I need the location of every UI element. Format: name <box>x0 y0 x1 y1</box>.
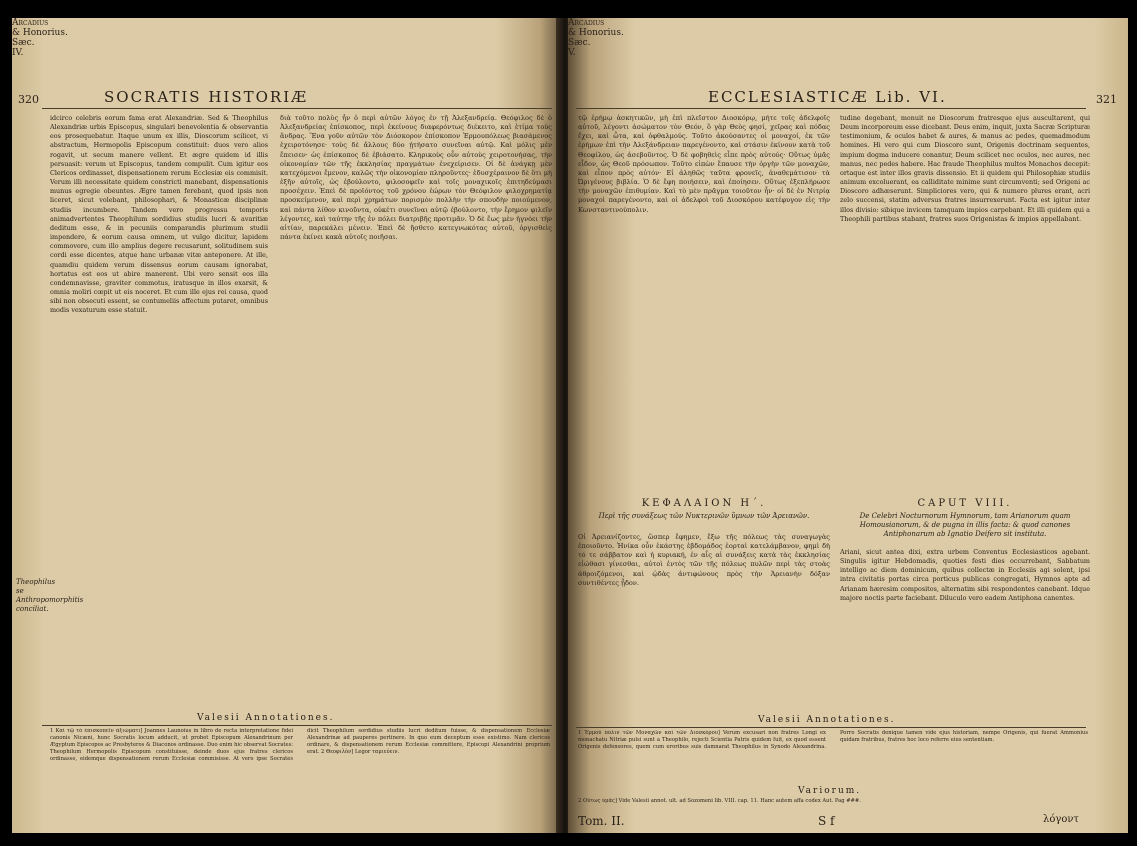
latin-chapter-body: Ariani, sicut antea dixi, extra urbem Conventus Ecclesiasticos agebant. Singulis igitur Hebdomadis, quoties festi dies occurrebant, Sabbatum intelligo ac diem dominicum, quibus collectæ in Ecclesiis agi solent, ipsi intra civitatis portas circa porticus publicas congregati, Hymnos apte ad Arianam hæresim compositos, alternatim sibi respondentes canebant. Idque majore noctis parte faciebant. Diluculo vero eadem Antiphona canentes. <box>840 548 1090 602</box>
variorum-title: Variorum. <box>798 786 862 796</box>
catchword: λόγοντ <box>1043 814 1079 825</box>
right-notes-title: Valesii Annotationes. <box>758 715 896 725</box>
right-running-left: Arcadius <box>568 18 605 28</box>
right-greek-column: τῷ ἐρήμῳ ἀσκητικῶν, μὴ ἐπὶ πλεῖστον Διοσκόρῳ, μήτε τοῖς ἀδελφοῖς αὐτοῦ, λέγοντι ἀσώματον τὸν Θεόν, ὃ γὰρ Θεὸς φησί, χεῖρας καὶ πόδας ἔχει, καὶ ὦτα, καὶ ὀφθαλμούς. Τοῦτο ἀκούσαντες οἱ μοναχοί, ἐκ τῶν ἐρήμων ἐπὶ τὴν Ἀλεξάνδρειαν παρεγένοντο, καὶ στάσιν ἐκίνουν κατὰ τοῦ Θεοφίλου, ὡς ἀσεβοῦντος. Ὁ δὲ φοβηθεὶς εἶπε πρὸς αὐτούς· Οὕτως ὑμᾶς εἶδον, ὡς Θεοῦ πρόσωπον. Τοῦτο εἰπὼν ἔπαυσε τὴν ὀργὴν τῶν μοναχῶν, καὶ εἶπον πρὸς αὐτόν· Εἰ ἀληθῶς ταῦτα φρονεῖς, ἀναθεμάτισον τὰ Ὠριγένους βιβλία. Ὁ δὲ ἔφη ποιήσειν, καὶ ἐποίησεν. Οὕτως ἐξεπλήρωσε τὴν μοναχῶν ἐπιθυμίαν. Καὶ τὸ μὲν πρᾶγμα τοιοῦτον ἦν· οἱ δὲ ἐν Νιτρίᾳ μοναχοὶ παρεγένοντο, καὶ οἱ ἀδελφοὶ τοῦ Διοσκόρου κατέφυγον εἰς τὴν Κωνσταντινούπολιν. <box>578 114 830 214</box>
right-header-rule <box>576 108 1086 109</box>
right-running-left-2: & Honorius. <box>568 28 624 38</box>
left-running-right-2: & Honorius. <box>12 28 68 38</box>
left-side-note-2: IV. <box>12 48 24 58</box>
left-margin-note: Theophilus se Anthropomorphitis conciliat. <box>16 578 84 613</box>
greek-chapter-body: Οἱ Ἀρειανίζοντες, ὥσπερ ἔφημεν, ἔξω τῆς πόλεως τὰς συναγωγὰς ἐποιοῦντο. Ἡνίκα οὖν ἑκάστης ἑβδομάδος ἑορταὶ κατελάμβανον, φημὶ δὴ τό τε σάββατον καὶ ἡ κυριακή, ἐν αἷς αἱ συνάξεις κατὰ τὰς ἐκκλησίας εἰώθασι γίνεσθαι, αὐτοὶ ἐντὸς τῶν τῆς πόλεως πυλῶν περὶ τὰς στοὰς ἀθροιζόμενοι, καὶ ᾠδὰς ἀντιφώνους πρὸς τὴν Ἀρειανὴν δόξαν συντιθέντες ᾖδον. <box>578 533 830 587</box>
right-notes-rule <box>576 727 1086 728</box>
left-notes-rule <box>42 725 552 726</box>
right-notes: 1 Ἑρμοῦ πόλιν τῶν Μοναχῶν καὶ τῶν Διοσκόρου] Verum excusari non fratres Longi ex monachatu Nitriæ pulsi sunt a Theophilo, rejecti Scientia Patris quidem fuit, ex quod essent Origenis defensores, quem cum eroribus suis damnarat Theophilus in Synodo Alexandrina. Porro Socratis denique tamen vide ejus historiam, nempe Origenis, qui fuerat Ammonius quidam fratribus, fratres hoc loco referre eius sententiam. <box>578 730 1088 750</box>
right-page <box>568 18 1128 833</box>
left-header-rule <box>42 108 552 109</box>
left-notes: 1 Καὶ τῷ τὸ ἐπισκοπεῖν ἀξιώματι] Joannes Launoius in libro de recta interpretatione fidei canonis Nicæni, hunc Socratis locum adducit, ut probet Episcopum Alexandrinum per Ægyptum Episcopos ac Presbyteros & Diaconos ordinasse. Duo enim hic observat Socrates: Theophilum Hermopolis Episcopum constituisse, deinde duos ejus fratres clericos ordinasse, eidemque dispensationem rerum Ecclesiæ commisisse. At vero ipse Socrates dicit Theophilum sordidius studiis lucri deditum fuisse, & dispensationem Ecclesiæ Alexandrinæ ad pauperes pertinere. In quo eum deceptum esse existimo. Nam clericos ordinare, & dispensationem rerum Ecclesiæ committere, Episcopi Alexandrini proprium erat. 2 Θεοφιλὸν] Legor ταμιεύειν. <box>50 728 550 762</box>
right-side-note-1: Sæc. <box>568 38 591 48</box>
greek-chapter-subtitle: Περὶ τῆς συνάξεως τῶν Νυκτερινῶν ὕμνων τῶν Ἀρειανῶν. <box>598 512 810 520</box>
right-side-note-2: V. <box>568 48 576 58</box>
right-page-number: 321 <box>1096 93 1117 106</box>
left-side-note-1: Sæc. <box>12 38 35 48</box>
right-running-title: ECCLESIASTICÆ Lib. VI. <box>708 88 947 106</box>
left-latin-column: idcirco celebris eorum fama erat Alexandriæ. Sed & Theophilus Alexandriæ urbis Episcopus, singulari benevolentia & observantia eos prosequebatur. Itaque unum ex illis, Dioscorum scilicet, vi abstractum, Hermopolis Episcopum constituit: duos vero alios rogavit, ut secum manere vellent. Et ægre quidem id illis persuasit: verum ut Episcopus, tandem compulit. Cum igitur eos Clericos ordinasset, dispensationem rerum Ecclesiæ eis commisit. Verum illi necessitate quidem constricti manebant, dispensationis munus egregie obeuntes. Ægre tamen ferebant, quod ipsis non liceret, sicut volebant, philosophari, & Monasticæ disciplinæ studiis incumbere. Tandem vero progressu temporis animadvertentes Theophilum sordidius studiis lucri & avaritiæ deditum esse, & in pecuniis comparandis plurimum studii impendere, & eorum causa omnem, ut vulgo dicitur, lapidem commovere, cum illo amplius degere recusarunt, solitudinem suis cordi esse dicentes, atque hanc urbanæ vitæ anteponere. At ille, quamdiu quidem verum dissensus eorum causam ignorabat, hortatus est eos ut abire manerent. Ubi vero sensit eos illa condemnavisse, graviter commotus, iratusque in illos exarsit, & omnia moliri cœpit ut eis noceret. Et cum ille ejus rei causa, quod sibi non obsecuti essent, se contumeliis affectum putaret, omnibus modis vexaturum esse statuit. <box>50 114 268 315</box>
latin-chapter-heading: CAPUT VIII. <box>917 498 1013 509</box>
left-page <box>12 18 562 833</box>
latin-chapter-subtitle: De Celebri Nocturnorum Hymnorum, tam Arianorum quam Homousianorum, & de pugna in illis facta: & quod canones Antiphonarum ab Ignatio Deifero sit instituta. <box>859 512 1071 538</box>
left-running-title: SOCRATIS HISTORIÆ <box>104 88 309 106</box>
greek-chapter-heading: ΚΕΦΑΛΑΙΟΝ Η΄. <box>641 498 767 509</box>
variorum-notes: 2 Οὕτως ὑμᾶς] Vide Valesii annot. ult. ad Sozomeni lib. VIII. cap. 11. Hanc autem affa codex Aut. Pag ###. <box>578 798 861 804</box>
left-greek-column: διὰ τοῦτο πολὺς ἦν ὁ περὶ αὐτῶν λόγος ἐν τῇ Ἀλεξανδρείᾳ. Θεόφιλος δὲ ὁ Ἀλεξανδρείας ἐπίσκοπος, περὶ ἐκείνους διαφερόντως διέκειτο, καὶ ἐτίμα τοὺς ἄνδρας. Ἕνα γοῦν αὐτῶν τὸν Διόσκορον ἐπίσκοπον Ἑρμουπόλεως βιασάμενος ἐχειροτόνησε· τοὺς δὲ ἄλλους δύο ᾐτήσατο συνεῖναι αὐτῷ. Καὶ μόλις μὲν ἔπεισεν· ὡς ἐπίσκοπος δὲ ἐβιάσατο. Κληρικοὺς οὖν αὐτοὺς χειροτονήσας, τὴν οἰκονομίαν τῶν τῆς ἐκκλησίας πραγμάτων ἐνεχείρισεν. Οἱ δὲ ἀνάγκῃ μὲν κατεχόμενοι ἔμενον, καλῶς τὴν οἰκονομίαν πληροῦντες· ἐδυσχέραινον δὲ ὅτι μὴ ἐξῆν αὐτοῖς, ὡς ἐβούλοντο, φιλοσοφεῖν καὶ τοῖς μοναχικοῖς ἐπιτηδεύμασι προσέχειν. Ἐπεὶ δὲ προϊόντος τοῦ χρόνου ἑώρων τὸν Θεόφιλον φιλοχρηματίᾳ προσκείμενον, καὶ περὶ χρημάτων πορισμὸν πολλὴν τὴν σπουδὴν ποιούμενον, καὶ πάντα λίθον κινοῦντα, οὐκέτι συνεῖναι αὐτῷ ἐβούλοντο, τὴν ἔρημον φιλεῖν λέγοντες, καὶ ταύτην τῆς ἐν πόλει διατριβῆς προτιμᾶν. Ὁ δὲ ἕως μὲν ἠγνόει τὴν αἰτίαν, παρεκάλει μένειν. Ἐπεὶ δὲ ἤσθετο κατεγνωκότας αὐτοῦ, ὀργισθεὶς πάντα ἐκίνει κακὰ αὐτοῖς ποιῆσαι. <box>280 114 552 242</box>
signature-mark: S f <box>818 814 835 828</box>
left-page-number: 320 <box>18 93 39 106</box>
signature-volume: Tom. II. <box>578 814 625 828</box>
left-running-right: Arcadius <box>12 18 49 28</box>
left-notes-title: Valesii Annotationes. <box>197 713 335 723</box>
right-latin-column: tudine degebant, monuit ne Dioscorum fratresque ejus auscultarent, qui Deum incorporeum esse dicebant. Deus enim, inquit, juxta Sacræ Scripturæ testimonium, & oculos habet & aures, & manus ac pedes, quemadmodum homines. Hi vero qui cum Dioscoro sunt, Origenis doctrinam sequentes, impium dogma inducere conantur, Deum scilicet nec oculos, nec aures, nec manus, nec pedes habere. Hac fraude Theophilus multos Monachos decepit: ortaque est inter illos gravis dissensio. Et ii quidem qui Philosophiæ studiis animum excoluerant, ea calliditate minime sunt circumventi; sed Origeni ac Dioscoro adhæserunt. Simpliciores vero, qui & numero plures erant, acri zelo succensi, statim adversus fratres insurrexerunt. Facta est igitur inter illos divisio: sibique invicem tamquam impios carpebant. Et illi quidem qui a Theophili partibus stabant, fratres suos Origenistas & impios appellabant. <box>840 114 1090 223</box>
